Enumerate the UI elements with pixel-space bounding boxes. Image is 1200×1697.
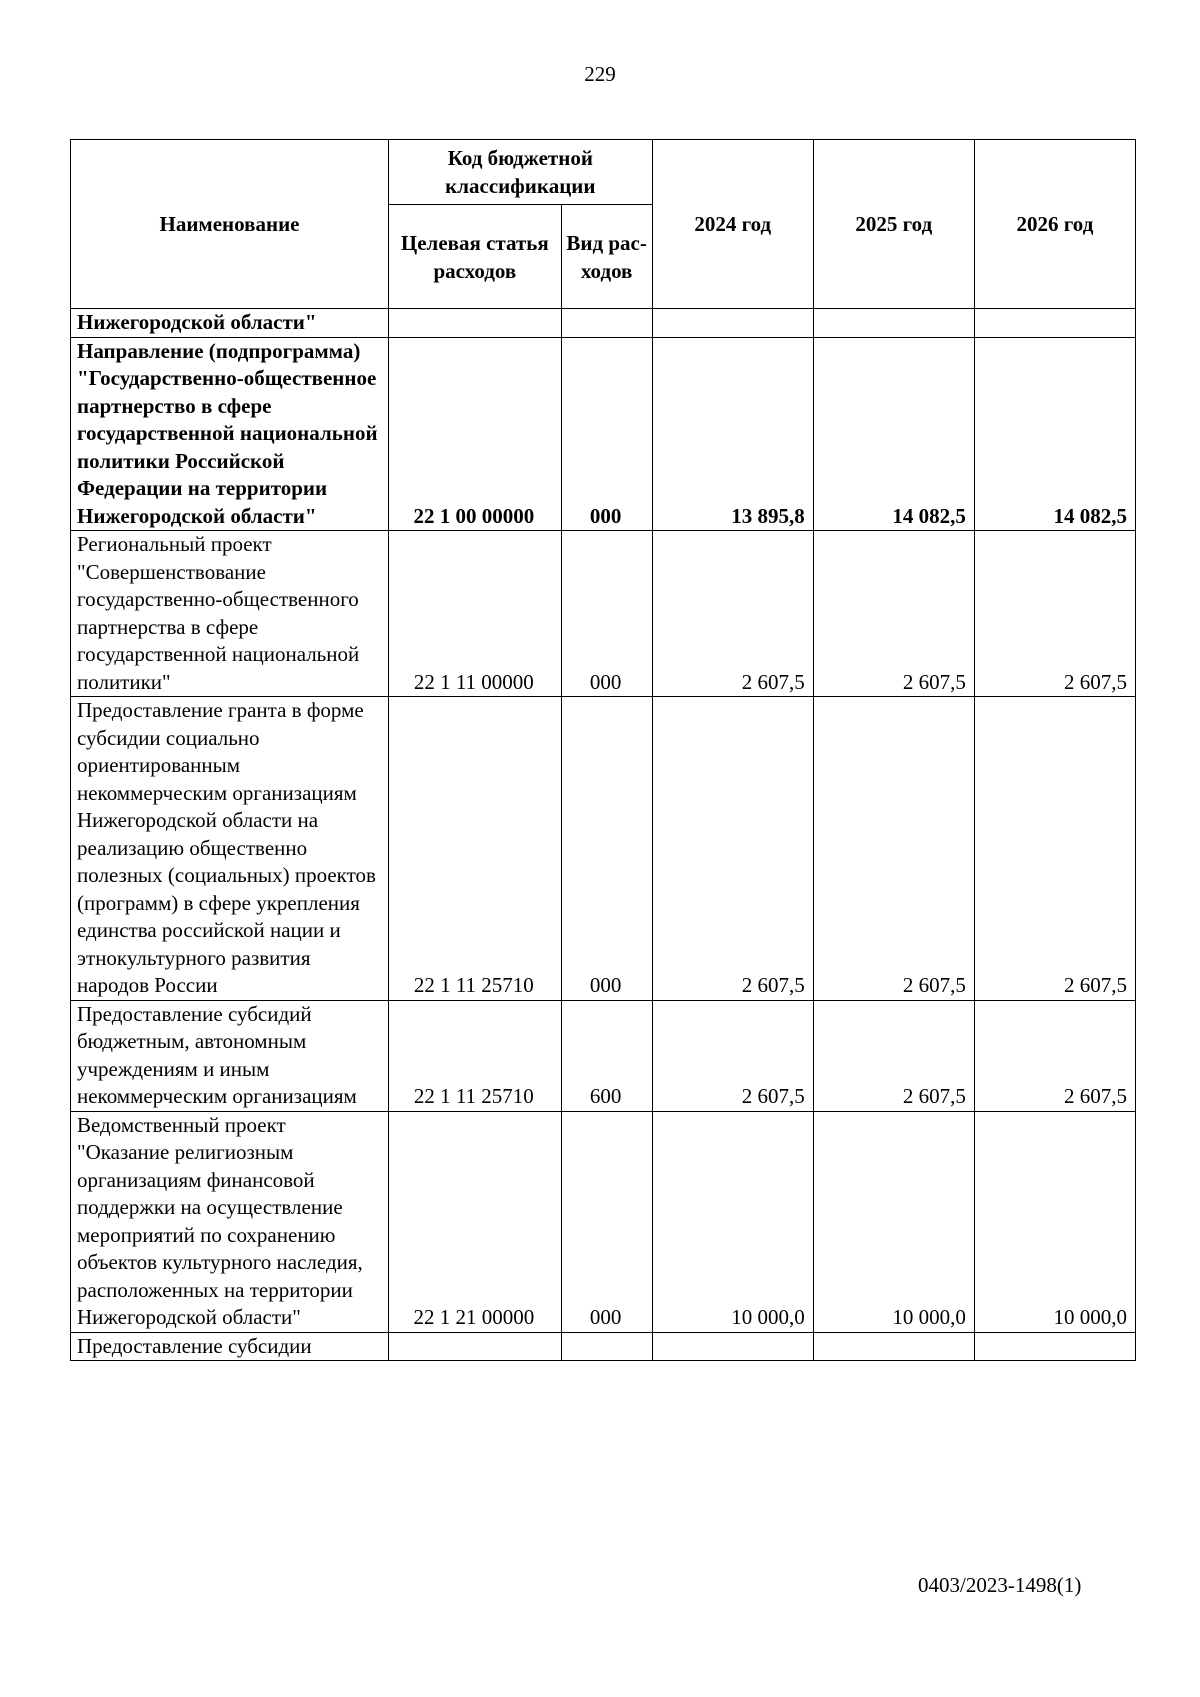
table-row: [71, 697, 1136, 1001]
row-2025: 2 607,5: [813, 1000, 974, 1111]
row-kind: 000: [561, 697, 652, 1001]
row-2026: 10 000,0: [974, 1111, 1135, 1332]
table-row: [71, 309, 1136, 338]
page-number: 229: [584, 62, 616, 86]
header-target-article: Целевая статья расходов: [389, 205, 562, 309]
table-row: [71, 1000, 1136, 1111]
row-target: 22 1 00 00000: [389, 337, 562, 531]
header-2026: 2026 год: [974, 140, 1135, 309]
row-2025: [813, 309, 974, 338]
row-2024: 2 607,5: [652, 697, 813, 1001]
row-target: 22 1 21 00000: [389, 1111, 562, 1332]
header-2025: 2025 год: [813, 140, 974, 309]
row-name: Предоставление гранта в форме субсидии социально ориентированным некоммерческим организациям Нижегородской области на реализацию общественно полезных (социальных) проектов (программ) в сфере укрепления единства российской нации и этнокультурного развития народов России: [71, 697, 389, 1001]
row-kind: 000: [561, 337, 652, 531]
row-kind: 000: [561, 1111, 652, 1332]
row-kind: 600: [561, 1000, 652, 1111]
table-row: [71, 531, 1136, 697]
document-code: 0403/2023-1498(1): [918, 1573, 1082, 1597]
header-name: Наименование: [71, 140, 389, 309]
budget-table: [70, 139, 1136, 1361]
row-2025: 10 000,0: [813, 1111, 974, 1332]
header-budget-classification: Код бюджетной классификации: [389, 140, 653, 205]
row-target: 22 1 11 25710: [389, 697, 562, 1001]
row-2026: 14 082,5: [974, 337, 1135, 531]
row-target: [389, 309, 562, 338]
row-2024: 2 607,5: [652, 1000, 813, 1111]
row-name: Предоставление субсидий бюджетным, автономным учреждениям и иным некоммерческим организациям: [71, 1000, 389, 1111]
row-target: [389, 1332, 562, 1361]
table-header: [71, 140, 1136, 309]
row-target: 22 1 11 00000: [389, 531, 562, 697]
row-2026: [974, 309, 1135, 338]
row-name: Предоставление субсидии: [71, 1332, 389, 1361]
row-name: Направление (подпрограмма) "Государственно-общественное партнерство в сфере государственной национальной политики Российской Федерации на территории Нижегородской области": [71, 337, 389, 531]
row-2025: [813, 1332, 974, 1361]
row-2026: 2 607,5: [974, 1000, 1135, 1111]
row-2026: 2 607,5: [974, 697, 1135, 1001]
row-name: Нижегородской области": [71, 309, 389, 338]
row-2025: 14 082,5: [813, 337, 974, 531]
header-2024: 2024 год: [652, 140, 813, 309]
row-2024: [652, 309, 813, 338]
row-name: Региональный проект "Совершенствование государственно-общественного партнерства в сфере государственной национальной политики": [71, 531, 389, 697]
row-2024: [652, 1332, 813, 1361]
row-2025: 2 607,5: [813, 531, 974, 697]
row-target: 22 1 11 25710: [389, 1000, 562, 1111]
row-kind: 000: [561, 531, 652, 697]
row-2026: [974, 1332, 1135, 1361]
table-row: [71, 1111, 1136, 1332]
row-2024: 10 000,0: [652, 1111, 813, 1332]
row-2024: 13 895,8: [652, 337, 813, 531]
row-kind: [561, 309, 652, 338]
row-2024: 2 607,5: [652, 531, 813, 697]
row-kind: [561, 1332, 652, 1361]
table-row: [71, 1332, 1136, 1361]
row-2026: 2 607,5: [974, 531, 1135, 697]
header-expense-kind: Вид рас-ходов: [561, 205, 652, 309]
row-name: Ведомственный проект "Оказание религиозным организациям финансовой поддержки на осуществление мероприятий по сохранению объектов культурного наследия, расположенных на территории Нижегородской области": [71, 1111, 389, 1332]
row-2025: 2 607,5: [813, 697, 974, 1001]
table-row: [71, 337, 1136, 531]
